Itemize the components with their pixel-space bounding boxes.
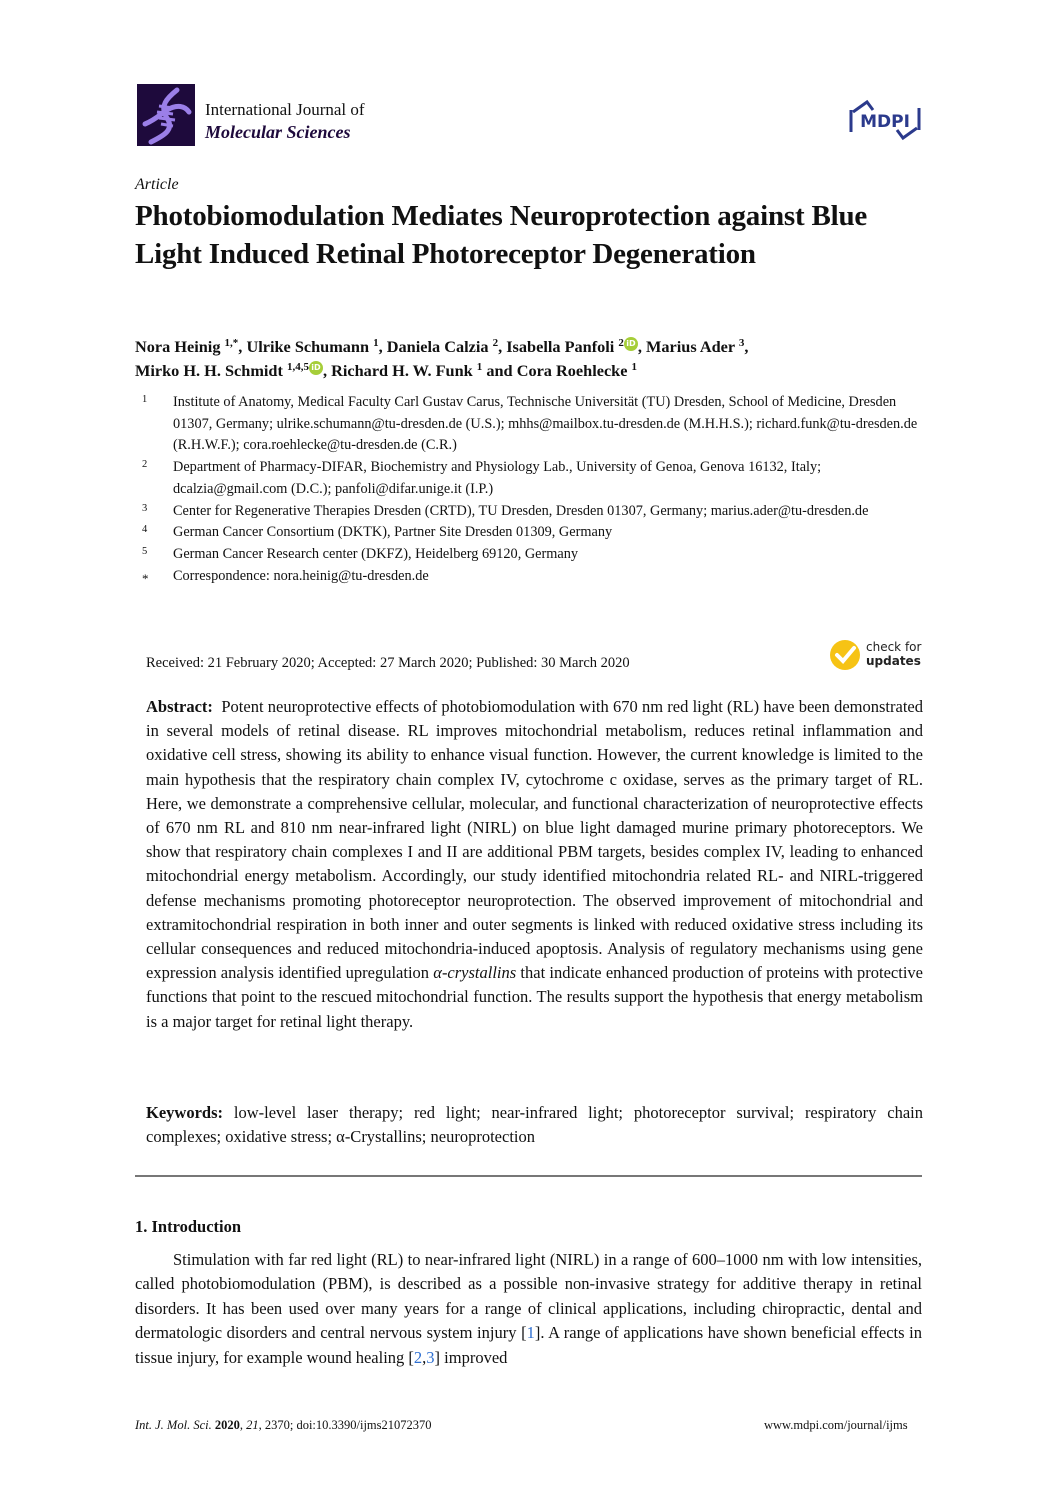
- author: [135, 361, 323, 380]
- check-for-updates-badge[interactable]: [830, 640, 930, 672]
- author: [246, 337, 378, 356]
- affiliation-number: 3: [142, 502, 148, 514]
- checkmark-icon: [830, 640, 860, 670]
- dna-helix-icon: [137, 84, 195, 146]
- keywords: [146, 1101, 923, 1149]
- updates-label: updates: [866, 654, 921, 668]
- author-name: Nora Heinig: [135, 337, 225, 356]
- affiliation-item: [142, 544, 932, 566]
- author-list: Nora Heinig $^{1,*}$, Ulrike Schumann $^1$, Daniela Calzia $^2$, Isabella Panfoli $^2$ iD , Marius Ader $^3$, Mirko H. H. Schmidt $^{1,4,5}$ iD , Richard H. W. Funk $^1$ and Cora Roehlecke $^1$: [135, 337, 749, 380]
- author: [135, 337, 238, 356]
- affiliation-item: [142, 457, 932, 500]
- author-affiliation-marker: 3: [738, 337, 745, 349]
- affiliation-number: 4: [142, 524, 148, 536]
- author-name: Daniela Calzia: [386, 337, 493, 356]
- intro-text: ]. A range of applications have shown beneficial effects in tissue injury, for example wound healing [: [135, 1323, 923, 1367]
- author-name: Mirko H. H. Schmidt: [135, 361, 287, 380]
- keywords-text: low-level laser therapy; red light; near-infrared light; photoreceptor survival; respiratory chain complexes; oxidative stress; α-Crystallins; neuroprotection: [146, 1103, 923, 1147]
- section-divider: [135, 1175, 922, 1177]
- article-type: Article: [135, 176, 179, 193]
- journal-logo: [137, 84, 195, 146]
- author-name: Cora Roehlecke: [516, 361, 632, 380]
- author-name: Isabella Panfoli: [506, 337, 619, 356]
- introduction-paragraph: [135, 1248, 922, 1370]
- author-affiliation-marker: 2: [618, 337, 624, 349]
- intro-text: ] improved: [434, 1347, 508, 1367]
- footer-url[interactable]: www.mdpi.com/journal/ijms: [764, 1418, 908, 1432]
- affiliation-number: 1: [142, 394, 148, 405]
- affiliation-text: Correspondence: nora.heinig@tu-dresden.de: [173, 567, 429, 584]
- publication-dates: Received: 21 February 2020; Accepted: 27 March 2020; Published: 30 March 2020: [146, 655, 630, 671]
- section-heading-introduction: 1. Introduction: [135, 1217, 242, 1236]
- author-affiliation-marker: 2: [492, 337, 499, 349]
- orcid-icon[interactable]: iD: [309, 361, 323, 375]
- footer-citation: Int. J. Mol. Sci. 2020, 21, 2370; doi:10.3390/ijms21072370: [135, 1418, 432, 1432]
- affiliations: [142, 392, 932, 587]
- intro-text: Stimulation with far red light (RL) to near-infrared light (NIRL) in a range of 600–1000 nm with low intensities, called photobiomodulation (PBM), is described as a possible non-invasive strategy for additive therapy in retinal disorders. It has been used over many years for a range of clinical applications, including chiropractic, dental and dermatologic disorders and central nervous system injury [: [135, 1250, 922, 1343]
- citation-link[interactable]: 1: [526, 1323, 535, 1343]
- keywords-label: Keywords:: [146, 1103, 223, 1122]
- affiliation-text: Institute of Anatomy, Medical Faculty Carl Gustav Carus, Technische Universität (TU) Dresden, School of Medicine, Dresden 01307, Germany; ulrike.schumann@tu-dresden.de (U.S.); mhhs@mailbox.tu-dresden.de (M.H.H.S.); richard.funk@tu-dresden.de (R.H.W.F.); cora.roehlecke@tu-dresden.de (C.R.): [173, 394, 918, 454]
- author-name: Richard H. W. Funk: [331, 361, 477, 380]
- citation-link[interactable]: 2: [413, 1347, 423, 1367]
- author: [646, 337, 744, 356]
- journal-name-line1: International Journal of: [205, 100, 365, 119]
- author-affiliation-marker: 1,4,5: [286, 361, 309, 373]
- affiliation-number: 5: [142, 545, 148, 557]
- affiliation-text: German Cancer Research center (DKFZ), Heidelberg 69120, Germany: [173, 545, 579, 562]
- affiliation-number: *: [142, 570, 149, 586]
- footer-doi: , 2370; doi:10.3390/ijms21072370: [258, 1418, 432, 1432]
- affiliation-item: [142, 501, 932, 523]
- journal-name: [205, 99, 365, 143]
- affiliation-item: [142, 392, 932, 457]
- footer-journal-abbrev: Int. J. Mol. Sci.: [135, 1418, 212, 1432]
- author-affiliation-marker: 1: [373, 337, 379, 349]
- citation-link[interactable]: 3: [426, 1347, 435, 1367]
- author: [331, 361, 482, 380]
- abstract-text-end: that indicate enhanced production of proteins with protective functions that point to the rescued mitochondrial function. The results support the hypothesis that energy metabolism is a major target for retinal light therapy.: [146, 963, 923, 1031]
- orcid-icon[interactable]: iD: [624, 337, 638, 351]
- author-affiliation-marker: 1: [476, 361, 483, 373]
- affiliation-text: German Cancer Consortium (DKTK), Partner Site Dresden 01309, Germany: [173, 524, 613, 541]
- abstract-text: Potent neuroprotective effects of photobiomodulation with 670 nm red light (RL) have been demonstrated in several models of retinal disease. RL improves mitochondrial metabolism, reduces retinal inflammation and oxidative cell stress, showing its ability to enhance visual function. However, the current knowledge is limited to the main hypothesis that the respiratory chain complex IV, cytochrome c oxidase, serves as the primary target of RL. Here, we demonstrate a comprehensive cellular, molecular, and functional characterization of neuroprotective effects of 670 nm RL and 810 nm near-infrared light (NIRL) on blue light damaged murine primary photoreceptors. We show that respiratory chain complexes I and II are additional PBM targets, besides complex IV, leading to enhanced mitochondrial energy metabolism. Accordingly, our study identified mitochondria related RL- and NIRL-triggered defense mechanisms promoting photoreceptor neuroprotection. The observed improvement of mitochondrial and extramitochondrial respiration in both inner and outer segments is linked with reduced oxidative stress including its cellular consequences and reduced mitochondria-induced apoptosis. Analysis of regulatory mechanisms using gene expression analysis identified upregulation: [146, 697, 923, 983]
- affiliation-item: [142, 522, 932, 544]
- author-affiliation-marker: 1,*: [224, 337, 239, 349]
- mdpi-logo-text: MDPI: [860, 112, 910, 132]
- author-name: Marius Ader: [646, 337, 739, 356]
- affiliation-text: Department of Pharmacy-DIFAR, Biochemistry and Physiology Lab., University of Genoa, Genova 16132, Italy; dcalzia@gmail.com (D.C.); panfoli@difar.unige.it (I.P.): [173, 459, 822, 497]
- check-for-label: check for: [866, 640, 922, 654]
- affiliation-text: Center for Regenerative Therapies Dresden (CRTD), TU Dresden, Dresden 01307, Germany; marius.ader@tu-dresden.de: [173, 502, 869, 519]
- author-name: Ulrike Schumann: [246, 337, 374, 356]
- abstract-label: Abstract:: [146, 697, 213, 716]
- affiliation-item: [142, 566, 932, 588]
- mdpi-logo: [845, 98, 925, 142]
- introduction-body: [135, 1248, 922, 1370]
- abstract-italic-term: α-crystallins: [433, 963, 517, 983]
- footer-year: 2020: [214, 1418, 240, 1432]
- footer-volume: 21: [246, 1418, 259, 1432]
- citation-separator: ,: [422, 1347, 427, 1367]
- affiliation-number: 2: [142, 459, 148, 471]
- author: [506, 337, 638, 356]
- author: [387, 337, 498, 356]
- journal-name-line2: Molecular Sciences: [205, 122, 351, 142]
- abstract: [146, 695, 923, 1034]
- article-title: Photobiomodulation Mediates Neuroprotection against Blue Light Induced Retinal Photoreceptor Degeneration: [135, 200, 868, 270]
- author: [517, 361, 637, 380]
- author-affiliation-marker: 1: [631, 361, 638, 373]
